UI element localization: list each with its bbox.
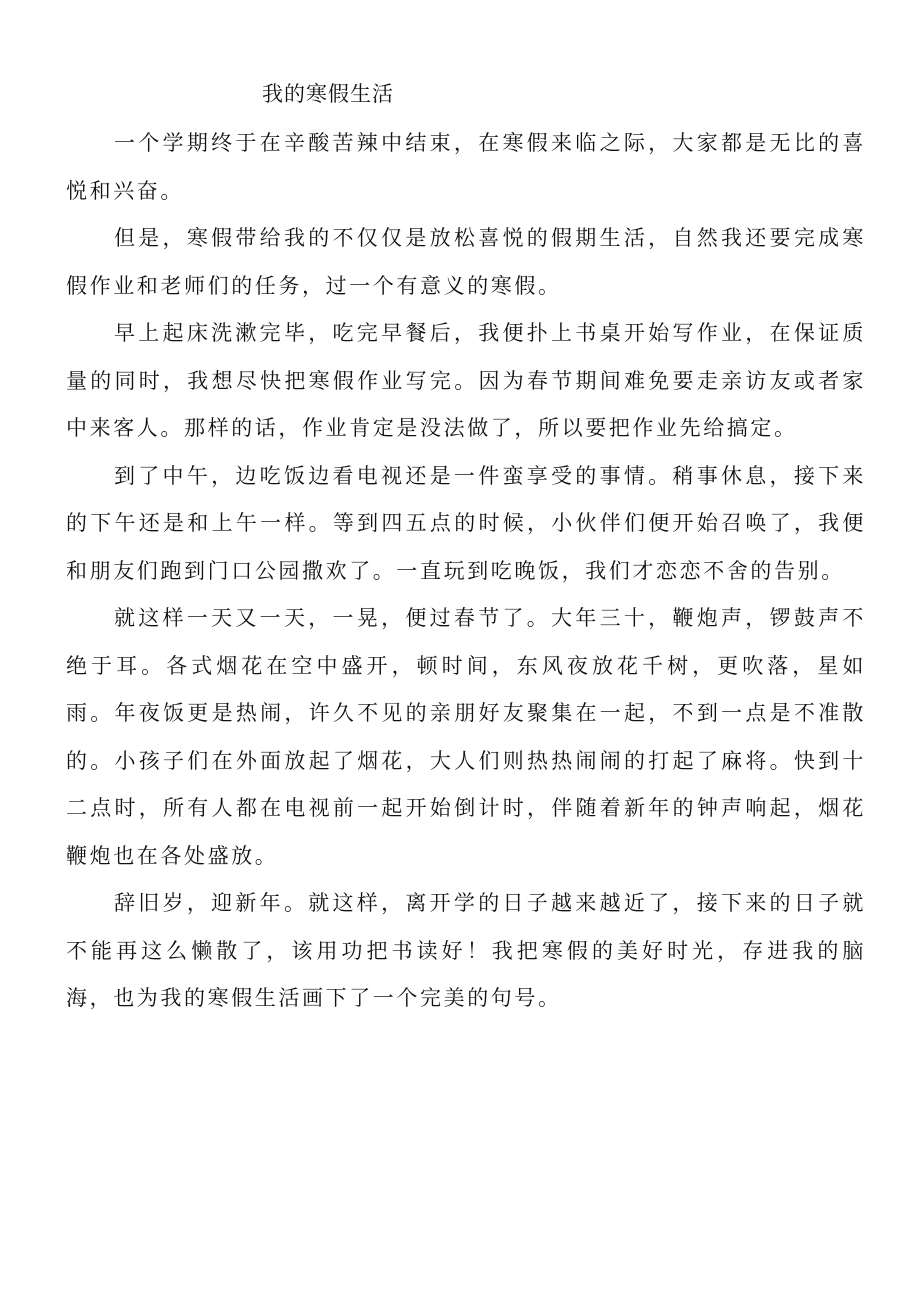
document-body xyxy=(66,120,866,1023)
document-title: 我的寒假生活 xyxy=(262,82,394,106)
paragraph: 一个学期终于在辛酸苦辣中结束，在寒假来临之际，大家都是无比的喜悦和兴奋。 xyxy=(66,131,866,203)
paragraph: 到了中午，边吃饭边看电视还是一件蛮享受的事情。稍事休息，接下来的下午还是和上午一样。等到四五点的时候，小伙伴们便开始召唤了，我便和朋友们跑到门口公园撒欢了。一直玩到吃晚饭，我们才恋恋不舍的告别。 xyxy=(66,463,866,583)
paragraph: 辞旧岁，迎新年。就这样，离开学的日子越来越近了，接下来的日子就不能再这么懒散了，该用功把书读好！我把寒假的美好时光，存进我的脑海，也为我的寒假生活画下了一个完美的句号。 xyxy=(66,891,866,1010)
paragraph: 但是，寒假带给我的不仅仅是放松喜悦的假期生活，自然我还要完成寒假作业和老师们的任务，过一个有意义的寒假。 xyxy=(66,226,866,298)
paragraph: 早上起床洗漱完毕，吃完早餐后，我便扑上书桌开始写作业，在保证质量的同时，我想尽快把寒假作业写完。因为春节期间难免要走亲访友或者家中来客人。那样的话，作业肯定是没法做了，所以要把作业先给搞定。 xyxy=(66,321,866,440)
paragraph: 就这样一天又一天，一晃，便过春节了。大年三十，鞭炮声，锣鼓声不绝于耳。各式烟花在空中盛开，顿时间，东风夜放花千树，更吹落，星如雨。年夜饭更是热闹，许久不见的亲朋好友聚集在一起，不到一点是不准散的。小孩子们在外面放起了烟花，大人们则热热闹闹的打起了麻将。快到十二点时，所有人都在电视前一起开始倒计时，伴随着新年的钟声响起，烟花鞭炮也在各处盛放。 xyxy=(66,606,866,868)
